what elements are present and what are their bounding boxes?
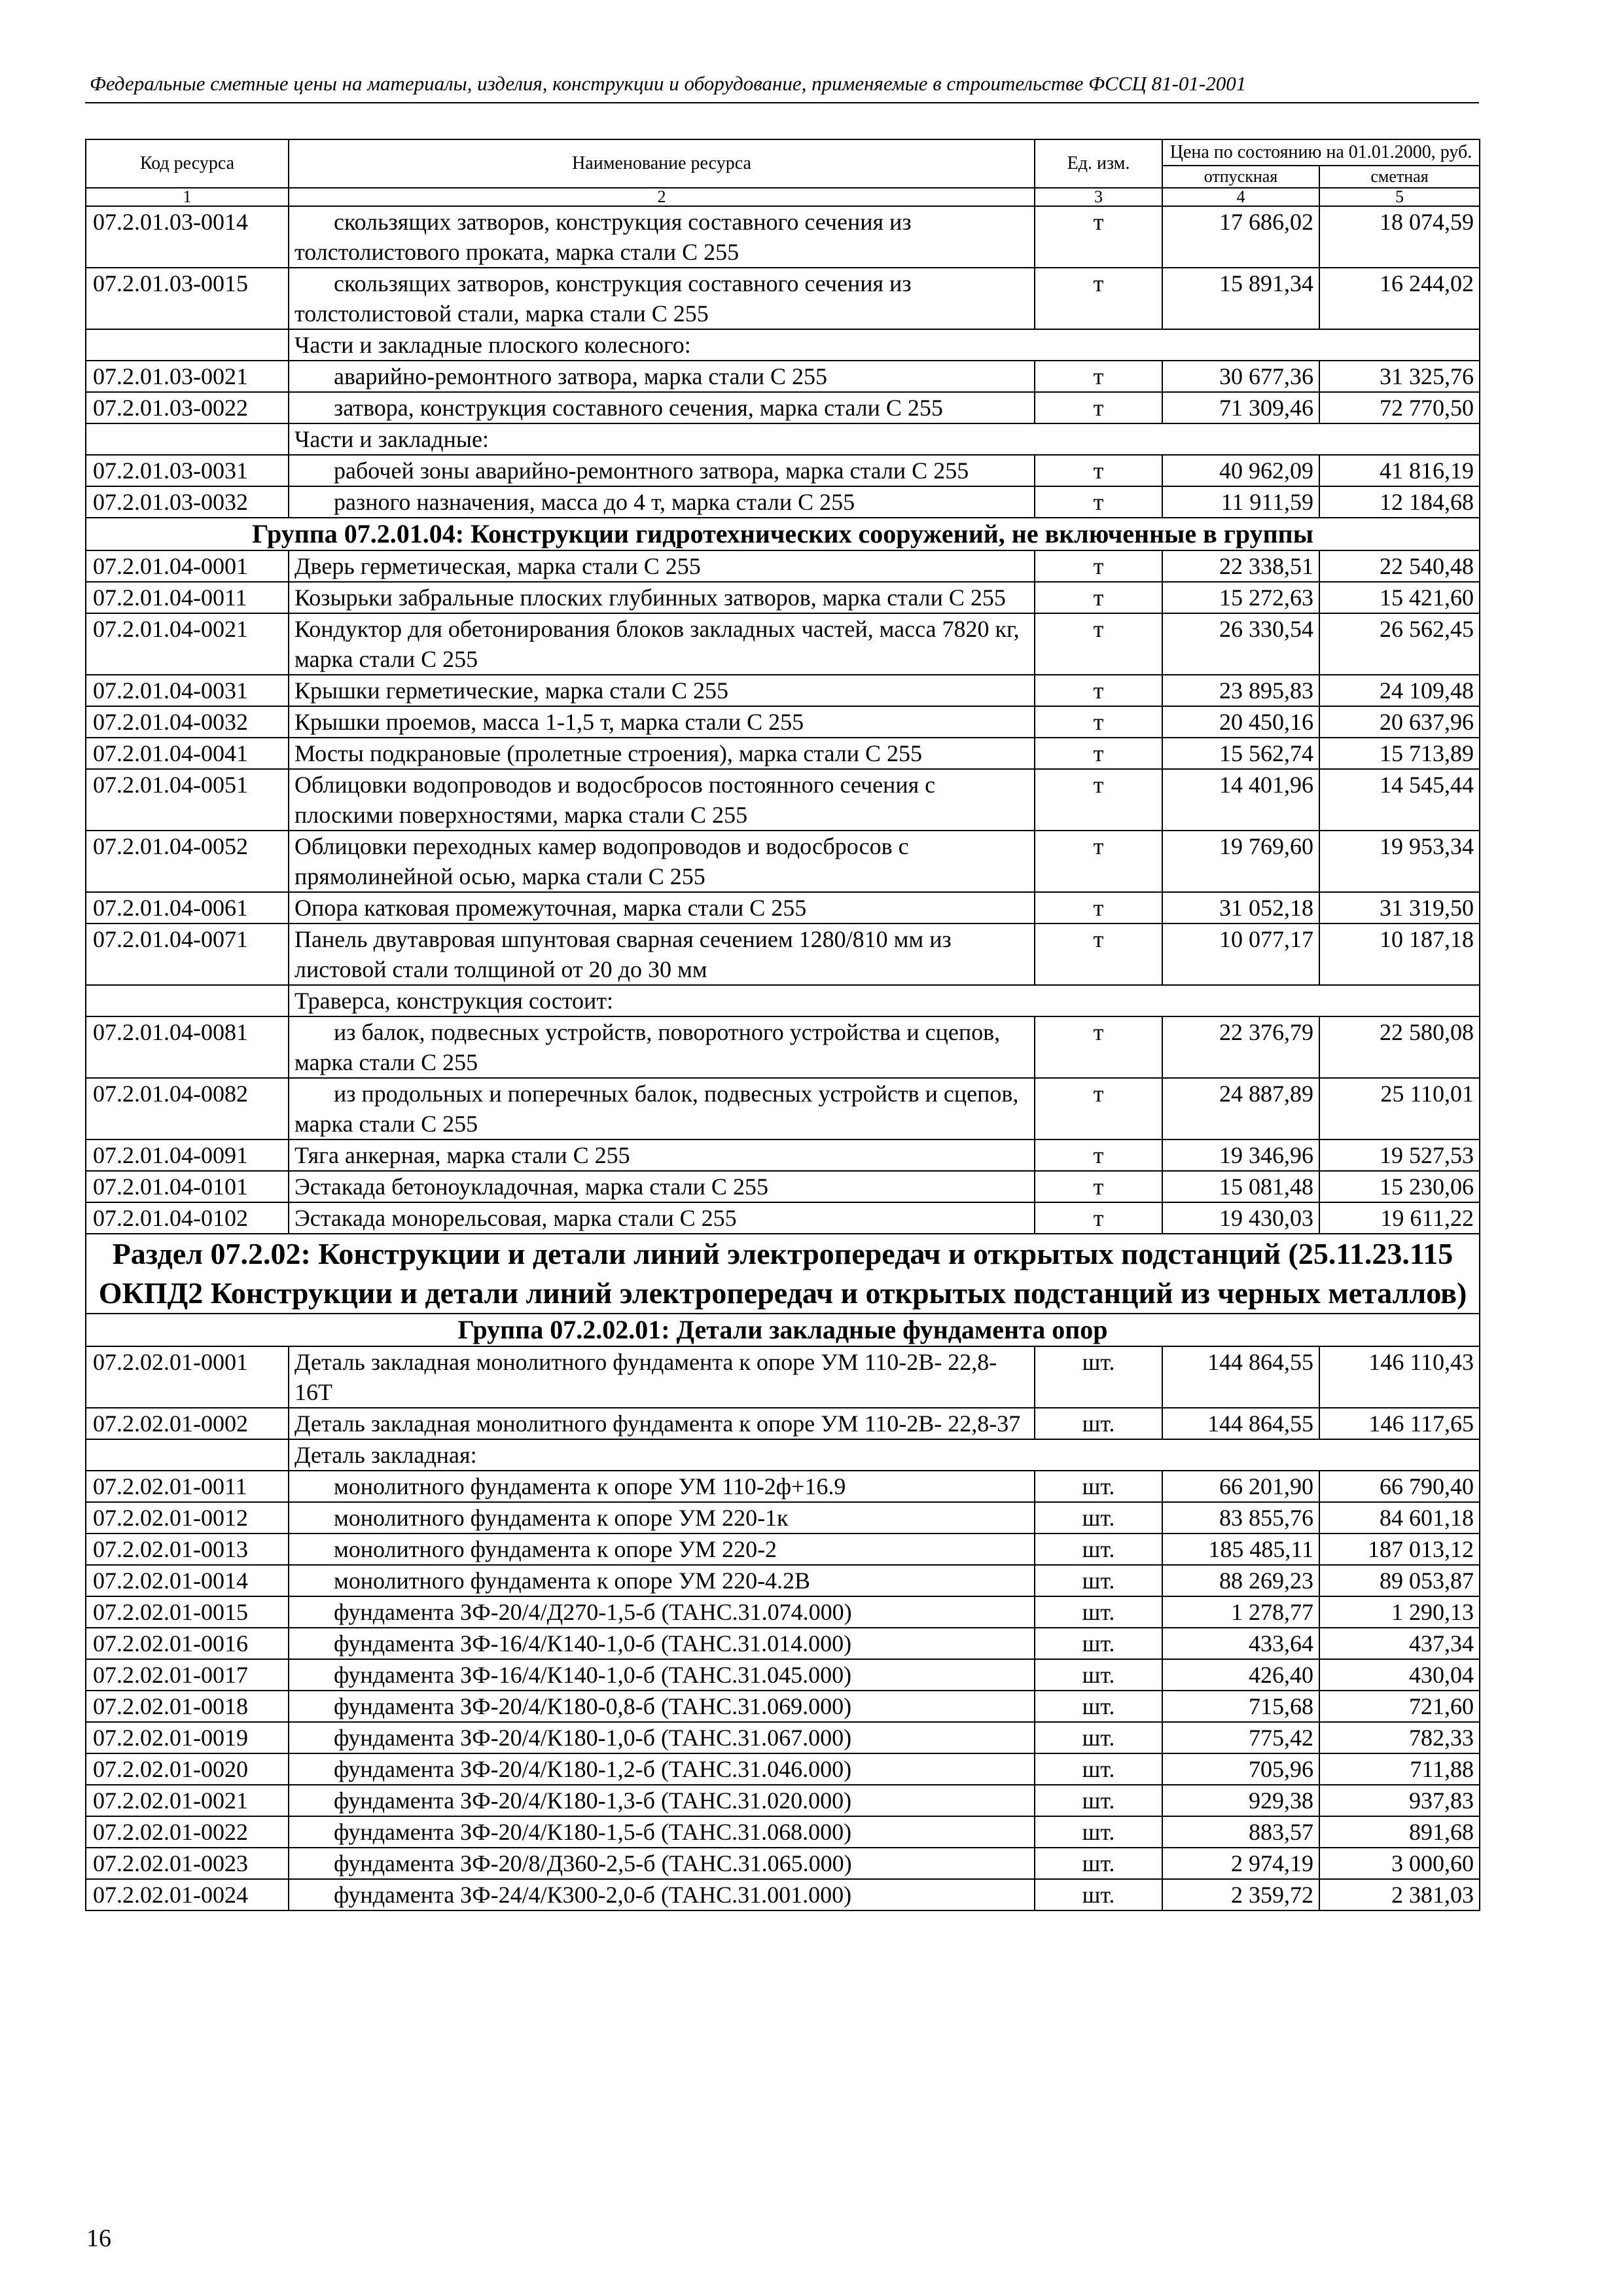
table-row bbox=[86, 582, 1480, 613]
header-price: Цена по состоянию на 01.01.2000, руб. bbox=[1162, 139, 1480, 166]
resource-unit: шт. bbox=[1035, 1816, 1162, 1848]
resource-code: 07.2.02.01-0002 bbox=[86, 1408, 289, 1439]
resource-code: 07.2.01.03-0014 bbox=[86, 206, 289, 268]
resource-name: фундамента ЗФ-20/4/Д270-1,5-б (ТАНС.31.074.000) bbox=[289, 1596, 1035, 1628]
price-estimate: 146 117,65 bbox=[1319, 1408, 1480, 1439]
resource-code: 07.2.02.01-0011 bbox=[86, 1471, 289, 1502]
resource-name: Эстакада монорельсовая, марка стали С 255 bbox=[289, 1202, 1035, 1234]
resource-code: 07.2.01.04-0032 bbox=[86, 706, 289, 738]
price-release: 26 330,54 bbox=[1162, 613, 1319, 675]
resource-name: монолитного фундамента к опоре УМ 110-2ф+16.9 bbox=[289, 1471, 1035, 1502]
table-row bbox=[86, 1659, 1480, 1691]
price-estimate: 25 110,01 bbox=[1319, 1078, 1480, 1139]
subheading-label: Части и закладные: bbox=[289, 423, 1480, 455]
resource-unit: т bbox=[1035, 769, 1162, 831]
price-estimate: 15 230,06 bbox=[1319, 1171, 1480, 1202]
price-estimate: 782,33 bbox=[1319, 1722, 1480, 1753]
subheading-code-cell bbox=[86, 423, 289, 455]
subheading-row bbox=[86, 329, 1480, 361]
price-release: 705,96 bbox=[1162, 1753, 1319, 1785]
col-number-4: 4 bbox=[1162, 188, 1319, 206]
resource-code: 07.2.02.01-0021 bbox=[86, 1785, 289, 1816]
resource-code: 07.2.02.01-0013 bbox=[86, 1534, 289, 1565]
price-release: 15 562,74 bbox=[1162, 738, 1319, 769]
price-release: 66 201,90 bbox=[1162, 1471, 1319, 1502]
price-release: 23 895,83 bbox=[1162, 675, 1319, 706]
price-estimate: 430,04 bbox=[1319, 1659, 1480, 1691]
header-price-estimate: сметная bbox=[1319, 166, 1480, 188]
col-number-3: 3 bbox=[1035, 188, 1162, 206]
resource-name: Облицовки переходных камер водопроводов и водосбросов с прямолинейной осью, марка стали С 255 bbox=[289, 831, 1035, 892]
resource-code: 07.2.02.01-0018 bbox=[86, 1691, 289, 1722]
resource-unit: шт. bbox=[1035, 1785, 1162, 1816]
table-row bbox=[86, 361, 1480, 392]
price-release: 2 974,19 bbox=[1162, 1848, 1319, 1879]
resource-name: затвора, конструкция составного сечения, марка стали С 255 bbox=[289, 392, 1035, 423]
price-release: 929,38 bbox=[1162, 1785, 1319, 1816]
price-release: 15 272,63 bbox=[1162, 582, 1319, 613]
resource-name: фундамента ЗФ-16/4/К140-1,0-б (ТАНС.31.014.000) bbox=[289, 1628, 1035, 1659]
resource-unit: т bbox=[1035, 582, 1162, 613]
resource-unit: шт. bbox=[1035, 1596, 1162, 1628]
price-estimate: 437,34 bbox=[1319, 1628, 1480, 1659]
price-estimate: 66 790,40 bbox=[1319, 1471, 1480, 1502]
price-estimate: 12 184,68 bbox=[1319, 486, 1480, 518]
table-row bbox=[86, 1722, 1480, 1753]
group-heading-row bbox=[86, 518, 1480, 550]
price-table bbox=[85, 139, 1480, 1911]
table-row bbox=[86, 1171, 1480, 1202]
table-row bbox=[86, 1346, 1480, 1408]
table-row bbox=[86, 1691, 1480, 1722]
price-release: 426,40 bbox=[1162, 1659, 1319, 1691]
resource-name: фундамента ЗФ-20/4/К180-1,5-б (ТАНС.31.068.000) bbox=[289, 1816, 1035, 1848]
resource-unit: шт. bbox=[1035, 1722, 1162, 1753]
col-number-1: 1 bbox=[86, 188, 289, 206]
price-estimate: 41 816,19 bbox=[1319, 455, 1480, 486]
group-heading-row bbox=[86, 1314, 1480, 1346]
table-row bbox=[86, 1628, 1480, 1659]
resource-code: 07.2.01.04-0041 bbox=[86, 738, 289, 769]
resource-unit: т bbox=[1035, 455, 1162, 486]
price-release: 19 430,03 bbox=[1162, 1202, 1319, 1234]
resource-code: 07.2.02.01-0015 bbox=[86, 1596, 289, 1628]
resource-code: 07.2.02.01-0020 bbox=[86, 1753, 289, 1785]
price-release: 11 911,59 bbox=[1162, 486, 1319, 518]
resource-code: 07.2.02.01-0024 bbox=[86, 1879, 289, 1910]
price-release: 15 891,34 bbox=[1162, 268, 1319, 329]
resource-unit: т bbox=[1035, 1078, 1162, 1139]
table-row bbox=[86, 206, 1480, 268]
resource-name: разного назначения, масса до 4 т, марка стали С 255 bbox=[289, 486, 1035, 518]
table-row bbox=[86, 550, 1480, 582]
price-estimate: 84 601,18 bbox=[1319, 1502, 1480, 1534]
price-estimate: 3 000,60 bbox=[1319, 1848, 1480, 1879]
resource-name: Панель двутавровая шпунтовая сварная сечением 1280/810 мм из листовой стали толщиной от 20 до 30 мм bbox=[289, 924, 1035, 985]
resource-name: Кондуктор для обетонирования блоков закладных частей, масса 7820 кг, марка стали С 255 bbox=[289, 613, 1035, 675]
resource-name: фундамента ЗФ-20/4/К180-1,0-б (ТАНС.31.067.000) bbox=[289, 1722, 1035, 1753]
subheading-code-cell bbox=[86, 1439, 289, 1471]
price-estimate: 187 013,12 bbox=[1319, 1534, 1480, 1565]
price-estimate: 31 319,50 bbox=[1319, 892, 1480, 924]
resource-unit: т bbox=[1035, 361, 1162, 392]
resource-unit: т bbox=[1035, 613, 1162, 675]
price-release: 433,64 bbox=[1162, 1628, 1319, 1659]
resource-code: 07.2.01.04-0082 bbox=[86, 1078, 289, 1139]
price-estimate: 19 527,53 bbox=[1319, 1139, 1480, 1171]
price-release: 40 962,09 bbox=[1162, 455, 1319, 486]
price-release: 1 278,77 bbox=[1162, 1596, 1319, 1628]
resource-unit: шт. bbox=[1035, 1471, 1162, 1502]
price-estimate: 14 545,44 bbox=[1319, 769, 1480, 831]
subheading-row bbox=[86, 1439, 1480, 1471]
table-row bbox=[86, 1408, 1480, 1439]
price-release: 19 769,60 bbox=[1162, 831, 1319, 892]
price-estimate: 16 244,02 bbox=[1319, 268, 1480, 329]
table-row bbox=[86, 455, 1480, 486]
resource-unit: т bbox=[1035, 1202, 1162, 1234]
subheading-row bbox=[86, 423, 1480, 455]
resource-code: 07.2.01.04-0091 bbox=[86, 1139, 289, 1171]
price-estimate: 89 053,87 bbox=[1319, 1565, 1480, 1596]
table-row bbox=[86, 892, 1480, 924]
subheading-code-cell bbox=[86, 985, 289, 1016]
resource-name: фундамента ЗФ-20/4/К180-1,3-б (ТАНС.31.020.000) bbox=[289, 1785, 1035, 1816]
price-release: 19 346,96 bbox=[1162, 1139, 1319, 1171]
price-estimate: 721,60 bbox=[1319, 1691, 1480, 1722]
price-estimate: 18 074,59 bbox=[1319, 206, 1480, 268]
table-row bbox=[86, 675, 1480, 706]
resource-unit: шт. bbox=[1035, 1565, 1162, 1596]
resource-name: Деталь закладная монолитного фундамента к опоре УМ 110-2В- 22,8-37 bbox=[289, 1408, 1035, 1439]
page-number: 16 bbox=[86, 2225, 111, 2252]
table-row bbox=[86, 924, 1480, 985]
resource-unit: шт. bbox=[1035, 1408, 1162, 1439]
running-header: Федеральные сметные цены на материалы, изделия, конструкции и оборудование, применяемые в строительстве ФССЦ 81-01-2001 bbox=[90, 72, 1247, 95]
resource-name: монолитного фундамента к опоре УМ 220-4.2В bbox=[289, 1565, 1035, 1596]
resource-code: 07.2.02.01-0022 bbox=[86, 1816, 289, 1848]
resource-code: 07.2.02.01-0012 bbox=[86, 1502, 289, 1534]
resource-name: фундамента ЗФ-20/4/К180-0,8-б (ТАНС.31.069.000) bbox=[289, 1691, 1035, 1722]
resource-code: 07.2.02.01-0014 bbox=[86, 1565, 289, 1596]
price-release: 144 864,55 bbox=[1162, 1346, 1319, 1408]
table-row bbox=[86, 1565, 1480, 1596]
table-row bbox=[86, 1848, 1480, 1879]
resource-name: Тяга анкерная, марка стали С 255 bbox=[289, 1139, 1035, 1171]
price-estimate: 26 562,45 bbox=[1319, 613, 1480, 675]
price-estimate: 2 381,03 bbox=[1319, 1879, 1480, 1910]
resource-code: 07.2.02.01-0016 bbox=[86, 1628, 289, 1659]
resource-code: 07.2.02.01-0001 bbox=[86, 1346, 289, 1408]
col-number-5: 5 bbox=[1319, 188, 1480, 206]
resource-unit: шт. bbox=[1035, 1346, 1162, 1408]
resource-name: скользящих затворов, конструкция составного сечения из толстолистовой стали, марка стали С 255 bbox=[289, 268, 1035, 329]
table-row bbox=[86, 613, 1480, 675]
table-row bbox=[86, 1078, 1480, 1139]
price-release: 2 359,72 bbox=[1162, 1879, 1319, 1910]
price-estimate: 22 580,08 bbox=[1319, 1016, 1480, 1078]
resource-code: 07.2.01.03-0015 bbox=[86, 268, 289, 329]
resource-unit: шт. bbox=[1035, 1628, 1162, 1659]
table-row bbox=[86, 1502, 1480, 1534]
resource-unit: т bbox=[1035, 268, 1162, 329]
resource-name: фундамента ЗФ-20/4/К180-1,2-б (ТАНС.31.046.000) bbox=[289, 1753, 1035, 1785]
resource-unit: т bbox=[1035, 1016, 1162, 1078]
table-row bbox=[86, 268, 1480, 329]
resource-code: 07.2.01.04-0021 bbox=[86, 613, 289, 675]
table-row bbox=[86, 1816, 1480, 1848]
price-estimate: 10 187,18 bbox=[1319, 924, 1480, 985]
resource-code: 07.2.01.04-0051 bbox=[86, 769, 289, 831]
price-estimate: 15 421,60 bbox=[1319, 582, 1480, 613]
resource-unit: шт. bbox=[1035, 1879, 1162, 1910]
resource-code: 07.2.01.04-0001 bbox=[86, 550, 289, 582]
table-row bbox=[86, 738, 1480, 769]
resource-name: из продольных и поперечных балок, подвесных устройств и сцепов, марка стали С 255 bbox=[289, 1078, 1035, 1139]
table-row bbox=[86, 1534, 1480, 1565]
resource-unit: т bbox=[1035, 738, 1162, 769]
table-row bbox=[86, 392, 1480, 423]
subheading-code-cell bbox=[86, 329, 289, 361]
table-header bbox=[86, 139, 1480, 206]
header-name: Наименование ресурса bbox=[289, 139, 1035, 188]
resource-unit: т bbox=[1035, 892, 1162, 924]
group-title: Группа 07.2.01.04: Конструкции гидротехнических сооружений, не включенные в группы bbox=[86, 518, 1480, 550]
table-row bbox=[86, 706, 1480, 738]
resource-unit: шт. bbox=[1035, 1848, 1162, 1879]
table-row bbox=[86, 1139, 1480, 1171]
price-release: 22 376,79 bbox=[1162, 1016, 1319, 1078]
resource-unit: т bbox=[1035, 706, 1162, 738]
resource-code: 07.2.01.04-0071 bbox=[86, 924, 289, 985]
section-heading-row bbox=[86, 1234, 1480, 1314]
price-release: 185 485,11 bbox=[1162, 1534, 1319, 1565]
resource-name: монолитного фундамента к опоре УМ 220-1к bbox=[289, 1502, 1035, 1534]
table-row bbox=[86, 1202, 1480, 1234]
resource-name: Деталь закладная монолитного фундамента к опоре УМ 110-2В- 22,8-16Т bbox=[289, 1346, 1035, 1408]
table-row bbox=[86, 1879, 1480, 1910]
price-release: 71 309,46 bbox=[1162, 392, 1319, 423]
header-price-release: отпускная bbox=[1162, 166, 1319, 188]
resource-name: Дверь герметическая, марка стали С 255 bbox=[289, 550, 1035, 582]
resource-name: фундамента ЗФ-16/4/К140-1,0-б (ТАНС.31.045.000) bbox=[289, 1659, 1035, 1691]
price-release: 15 081,48 bbox=[1162, 1171, 1319, 1202]
resource-name: Облицовки водопроводов и водосбросов постоянного сечения с плоскими поверхностями, марка стали С 255 bbox=[289, 769, 1035, 831]
table-row bbox=[86, 1596, 1480, 1628]
price-estimate: 19 611,22 bbox=[1319, 1202, 1480, 1234]
table-row bbox=[86, 769, 1480, 831]
resource-name: рабочей зоны аварийно-ремонтного затвора, марка стали С 255 bbox=[289, 455, 1035, 486]
resource-unit: т bbox=[1035, 206, 1162, 268]
price-estimate: 72 770,50 bbox=[1319, 392, 1480, 423]
col-number-2: 2 bbox=[289, 188, 1035, 206]
resource-unit: т bbox=[1035, 486, 1162, 518]
table-row bbox=[86, 831, 1480, 892]
resource-unit: шт. bbox=[1035, 1691, 1162, 1722]
price-release: 14 401,96 bbox=[1162, 769, 1319, 831]
header-rule bbox=[85, 102, 1479, 103]
price-release: 10 077,17 bbox=[1162, 924, 1319, 985]
subheading-label: Траверса, конструкция состоит: bbox=[289, 985, 1480, 1016]
resource-code: 07.2.01.03-0021 bbox=[86, 361, 289, 392]
price-estimate: 891,68 bbox=[1319, 1816, 1480, 1848]
price-release: 31 052,18 bbox=[1162, 892, 1319, 924]
resource-name: скользящих затворов, конструкция составного сечения из толстолистового проката, марка стали С 255 bbox=[289, 206, 1035, 268]
price-release: 83 855,76 bbox=[1162, 1502, 1319, 1534]
resource-name: Крышки герметические, марка стали С 255 bbox=[289, 675, 1035, 706]
price-estimate: 1 290,13 bbox=[1319, 1596, 1480, 1628]
price-estimate: 937,83 bbox=[1319, 1785, 1480, 1816]
resource-name: фундамента ЗФ-24/4/К300-2,0-б (ТАНС.31.001.000) bbox=[289, 1879, 1035, 1910]
resource-name: Козырьки забральные плоских глубинных затворов, марка стали С 255 bbox=[289, 582, 1035, 613]
price-estimate: 31 325,76 bbox=[1319, 361, 1480, 392]
resource-name: Крышки проемов, масса 1-1,5 т, марка стали С 255 bbox=[289, 706, 1035, 738]
price-estimate: 22 540,48 bbox=[1319, 550, 1480, 582]
header-code: Код ресурса bbox=[86, 139, 289, 188]
resource-unit: т bbox=[1035, 675, 1162, 706]
header-unit: Ед. изм. bbox=[1035, 139, 1162, 188]
resource-code: 07.2.02.01-0017 bbox=[86, 1659, 289, 1691]
price-release: 715,68 bbox=[1162, 1691, 1319, 1722]
subheading-label: Части и закладные плоского колесного: bbox=[289, 329, 1480, 361]
resource-name: аварийно-ремонтного затвора, марка стали С 255 bbox=[289, 361, 1035, 392]
resource-name: Эстакада бетоноукладочная, марка стали С 255 bbox=[289, 1171, 1035, 1202]
table-body bbox=[86, 206, 1480, 1910]
price-release: 88 269,23 bbox=[1162, 1565, 1319, 1596]
resource-unit: т bbox=[1035, 831, 1162, 892]
price-estimate: 15 713,89 bbox=[1319, 738, 1480, 769]
resource-code: 07.2.01.03-0031 bbox=[86, 455, 289, 486]
table-row bbox=[86, 486, 1480, 518]
resource-code: 07.2.01.04-0101 bbox=[86, 1171, 289, 1202]
price-estimate: 711,88 bbox=[1319, 1753, 1480, 1785]
resource-name: Мосты подкрановые (пролетные строения), марка стали С 255 bbox=[289, 738, 1035, 769]
price-release: 22 338,51 bbox=[1162, 550, 1319, 582]
price-release: 144 864,55 bbox=[1162, 1408, 1319, 1439]
resource-unit: т bbox=[1035, 924, 1162, 985]
section-title: Раздел 07.2.02: Конструкции и детали линий электропередач и открытых подстанций (25.11.23.115 ОКПД2 Конструкции и детали линий электропередач и открытых подстанций из черных металлов) bbox=[86, 1234, 1480, 1314]
price-release: 30 677,36 bbox=[1162, 361, 1319, 392]
resource-code: 07.2.02.01-0019 bbox=[86, 1722, 289, 1753]
price-estimate: 24 109,48 bbox=[1319, 675, 1480, 706]
table-row bbox=[86, 1785, 1480, 1816]
resource-code: 07.2.01.03-0022 bbox=[86, 392, 289, 423]
price-release: 17 686,02 bbox=[1162, 206, 1319, 268]
price-estimate: 146 110,43 bbox=[1319, 1346, 1480, 1408]
resource-unit: т bbox=[1035, 392, 1162, 423]
table-row bbox=[86, 1471, 1480, 1502]
resource-name: Опора катковая промежуточная, марка стали С 255 bbox=[289, 892, 1035, 924]
price-release: 883,57 bbox=[1162, 1816, 1319, 1848]
price-release: 24 887,89 bbox=[1162, 1078, 1319, 1139]
subheading-row bbox=[86, 985, 1480, 1016]
resource-name: монолитного фундамента к опоре УМ 220-2 bbox=[289, 1534, 1035, 1565]
price-estimate: 20 637,96 bbox=[1319, 706, 1480, 738]
resource-unit: шт. bbox=[1035, 1502, 1162, 1534]
resource-code: 07.2.01.03-0032 bbox=[86, 486, 289, 518]
resource-unit: т bbox=[1035, 1139, 1162, 1171]
subheading-label: Деталь закладная: bbox=[289, 1439, 1480, 1471]
resource-code: 07.2.02.01-0023 bbox=[86, 1848, 289, 1879]
resource-unit: шт. bbox=[1035, 1534, 1162, 1565]
resource-code: 07.2.01.04-0061 bbox=[86, 892, 289, 924]
resource-unit: т bbox=[1035, 1171, 1162, 1202]
price-release: 20 450,16 bbox=[1162, 706, 1319, 738]
table-row bbox=[86, 1753, 1480, 1785]
group-title: Группа 07.2.02.01: Детали закладные фундамента опор bbox=[86, 1314, 1480, 1346]
table-row bbox=[86, 1016, 1480, 1078]
resource-code: 07.2.01.04-0031 bbox=[86, 675, 289, 706]
resource-code: 07.2.01.04-0081 bbox=[86, 1016, 289, 1078]
resource-code: 07.2.01.04-0011 bbox=[86, 582, 289, 613]
resource-unit: шт. bbox=[1035, 1659, 1162, 1691]
resource-code: 07.2.01.04-0102 bbox=[86, 1202, 289, 1234]
resource-name: из балок, подвесных устройств, поворотного устройства и сцепов, марка стали С 255 bbox=[289, 1016, 1035, 1078]
price-estimate: 19 953,34 bbox=[1319, 831, 1480, 892]
resource-unit: шт. bbox=[1035, 1753, 1162, 1785]
resource-code: 07.2.01.04-0052 bbox=[86, 831, 289, 892]
resource-unit: т bbox=[1035, 550, 1162, 582]
price-release: 775,42 bbox=[1162, 1722, 1319, 1753]
resource-name: фундамента ЗФ-20/8/Д360-2,5-б (ТАНС.31.065.000) bbox=[289, 1848, 1035, 1879]
